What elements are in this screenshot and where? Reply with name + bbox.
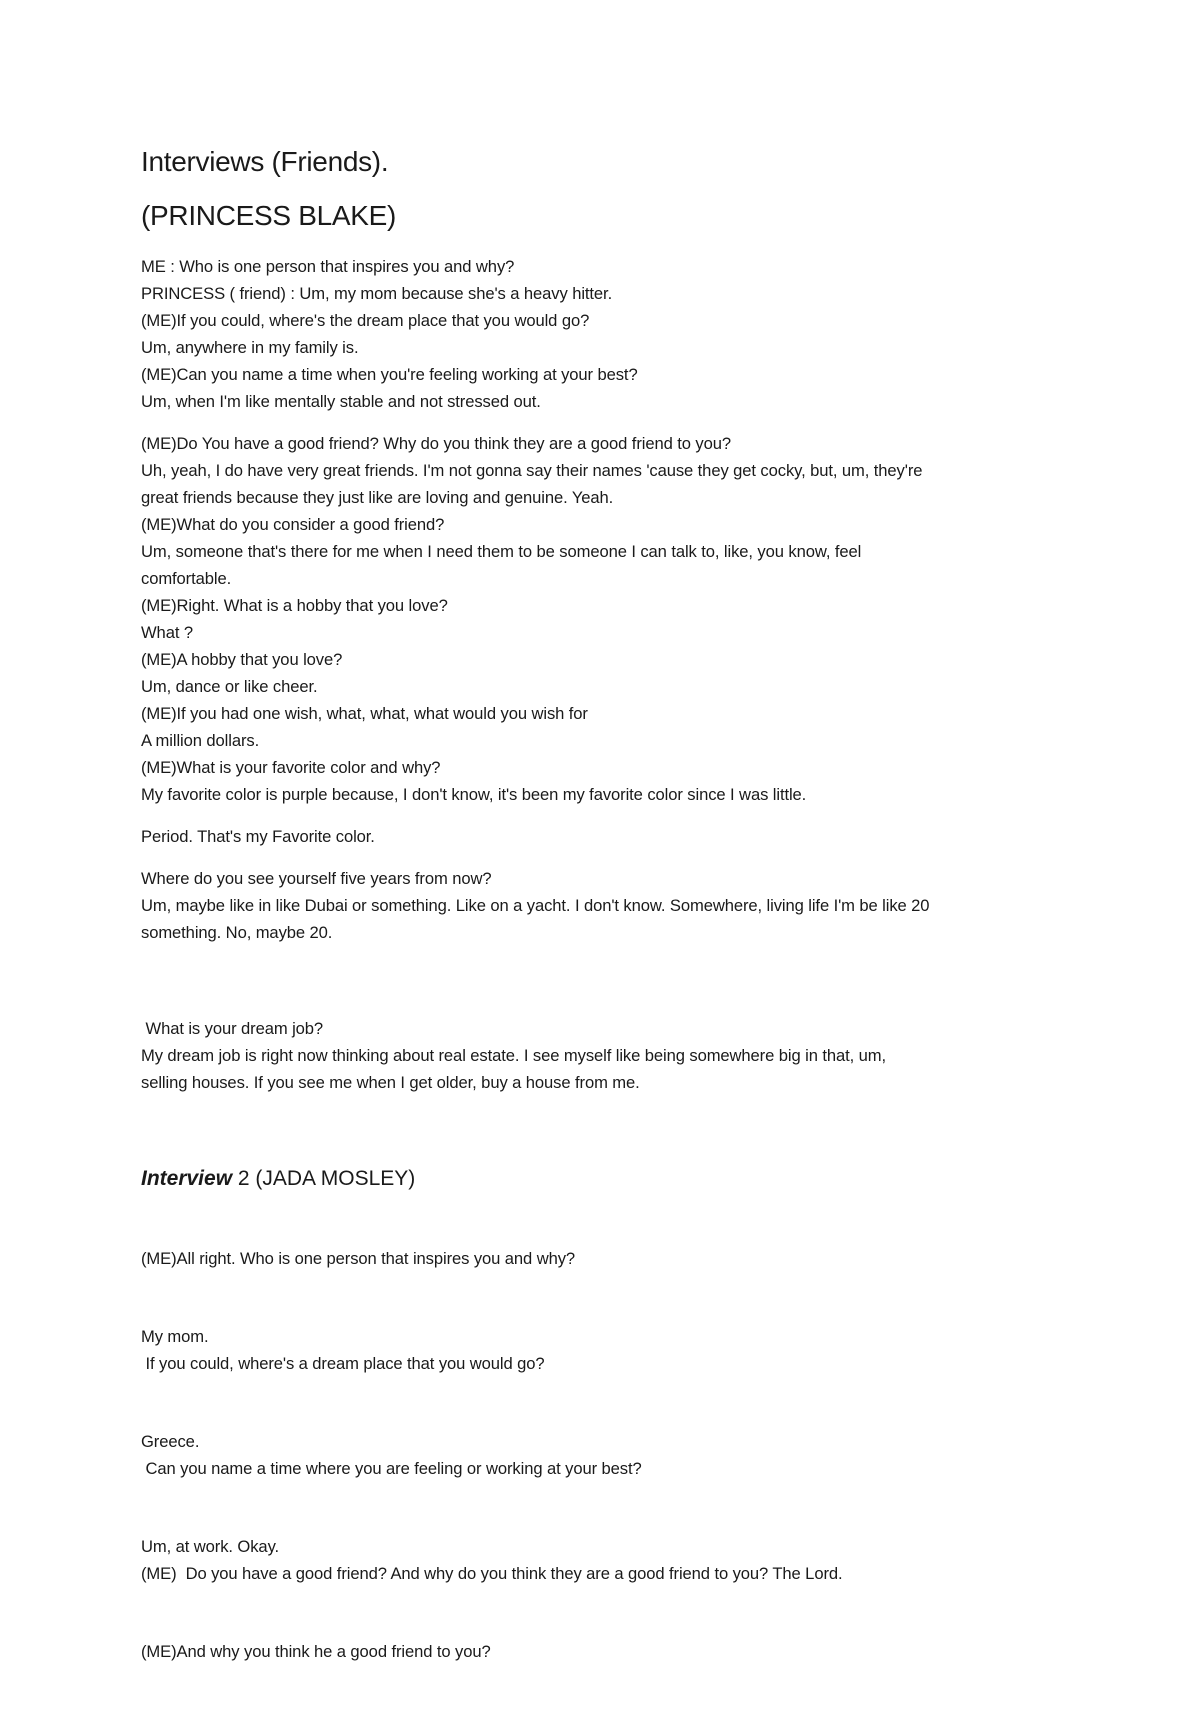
text-line: (ME)If you had one wish, what, what, what would you wish for: [141, 704, 588, 723]
text-line: If you could, where's a dream place that you would go?: [141, 1354, 545, 1373]
text-line: something. No, maybe 20.: [141, 923, 333, 942]
text-line: Um, when I'm like mentally stable and not stressed out.: [141, 392, 541, 411]
text-line: Um, dance or like cheer.: [141, 677, 318, 696]
text-line: Uh, yeah, I do have very great friends. I'm not gonna say their names 'cause they get cocky, but, um, they're: [141, 461, 923, 480]
text-line: (ME)A hobby that you love?: [141, 650, 343, 669]
interview1-section: [141, 253, 1071, 1150]
text-line: (ME)Right. What is a hobby that you love?: [141, 596, 448, 615]
text-line: (ME) Do you have a good friend? And why do you think they are a good friend to you? The Lord.: [141, 1564, 843, 1583]
text-line: PRINCESS ( friend) : Um, my mom because she's a heavy hitter.: [141, 284, 613, 303]
interview2-heading-emphasis: Interview: [141, 1167, 233, 1190]
interview1-paragraph: [141, 961, 1071, 1150]
interview1-paragraph: [141, 865, 1071, 946]
text-line: Um, anywhere in my family is.: [141, 338, 359, 357]
text-line: Can you name a time where you are feeling or working at your best?: [141, 1459, 642, 1478]
interview2-paragraph: [141, 1245, 1071, 1272]
interview2-paragraph: [141, 1533, 1071, 1587]
document-body: [141, 143, 1071, 1716]
interview2-heading-rest: 2 (JADA MOSLEY): [232, 1167, 416, 1190]
text-line: What ?: [141, 623, 193, 642]
interview2-section: [141, 1209, 1071, 1716]
text-line: (ME)What is your favorite color and why?: [141, 758, 441, 777]
text-line: My mom.: [141, 1327, 209, 1346]
interview2-paragraph: [141, 1428, 1071, 1482]
text-line: (ME)Can you name a time when you're feeling working at your best?: [141, 365, 638, 384]
text-line: (ME)What do you consider a good friend?: [141, 515, 445, 534]
text-line: comfortable.: [141, 569, 232, 588]
text-line: (ME)All right. Who is one person that inspires you and why?: [141, 1249, 576, 1268]
text-line: selling houses. If you see me when I get older, buy a house from me.: [141, 1073, 640, 1092]
text-line: (ME)If you could, where's the dream place that you would go?: [141, 311, 590, 330]
text-line: A million dollars.: [141, 731, 260, 750]
text-line: Where do you see yourself five years from now?: [141, 869, 492, 888]
text-line: (ME)Do You have a good friend? Why do you think they are a good friend to you?: [141, 434, 731, 453]
text-line: Um, at work. Okay.: [141, 1537, 280, 1556]
text-line: What is your dream job?: [141, 1019, 324, 1038]
text-line: My favorite color is purple because, I don't know, it's been my favorite color since I was little.: [141, 785, 807, 804]
interview1-paragraph: [141, 253, 1071, 415]
text-line: Um, someone that's there for me when I need them to be someone I can talk to, like, you know, feel: [141, 542, 862, 561]
interview2-heading: [141, 1165, 1071, 1193]
interview2-paragraph: [141, 1638, 1071, 1665]
text-line: My dream job is right now thinking about real estate. I see myself like being somewhere big in that, um,: [141, 1046, 886, 1065]
text-line: great friends because they just like are loving and genuine. Yeah.: [141, 488, 614, 507]
interview1-paragraph: [141, 823, 1071, 850]
interview1-heading: (PRINCESS BLAKE): [141, 200, 397, 231]
interview1-paragraph: [141, 430, 1071, 808]
document-title: Interviews (Friends).: [141, 146, 389, 177]
text-line: Greece.: [141, 1432, 200, 1451]
text-line: ME : Who is one person that inspires you and why?: [141, 257, 515, 276]
text-line: Um, maybe like in like Dubai or something. Like on a yacht. I don't know. Somewhere, living life I'm be like 20: [141, 896, 930, 915]
text-line: (ME)And why you think he a good friend to you?: [141, 1642, 491, 1661]
text-line: Period. That's my Favorite color.: [141, 827, 375, 846]
interview2-paragraph: [141, 1323, 1071, 1377]
